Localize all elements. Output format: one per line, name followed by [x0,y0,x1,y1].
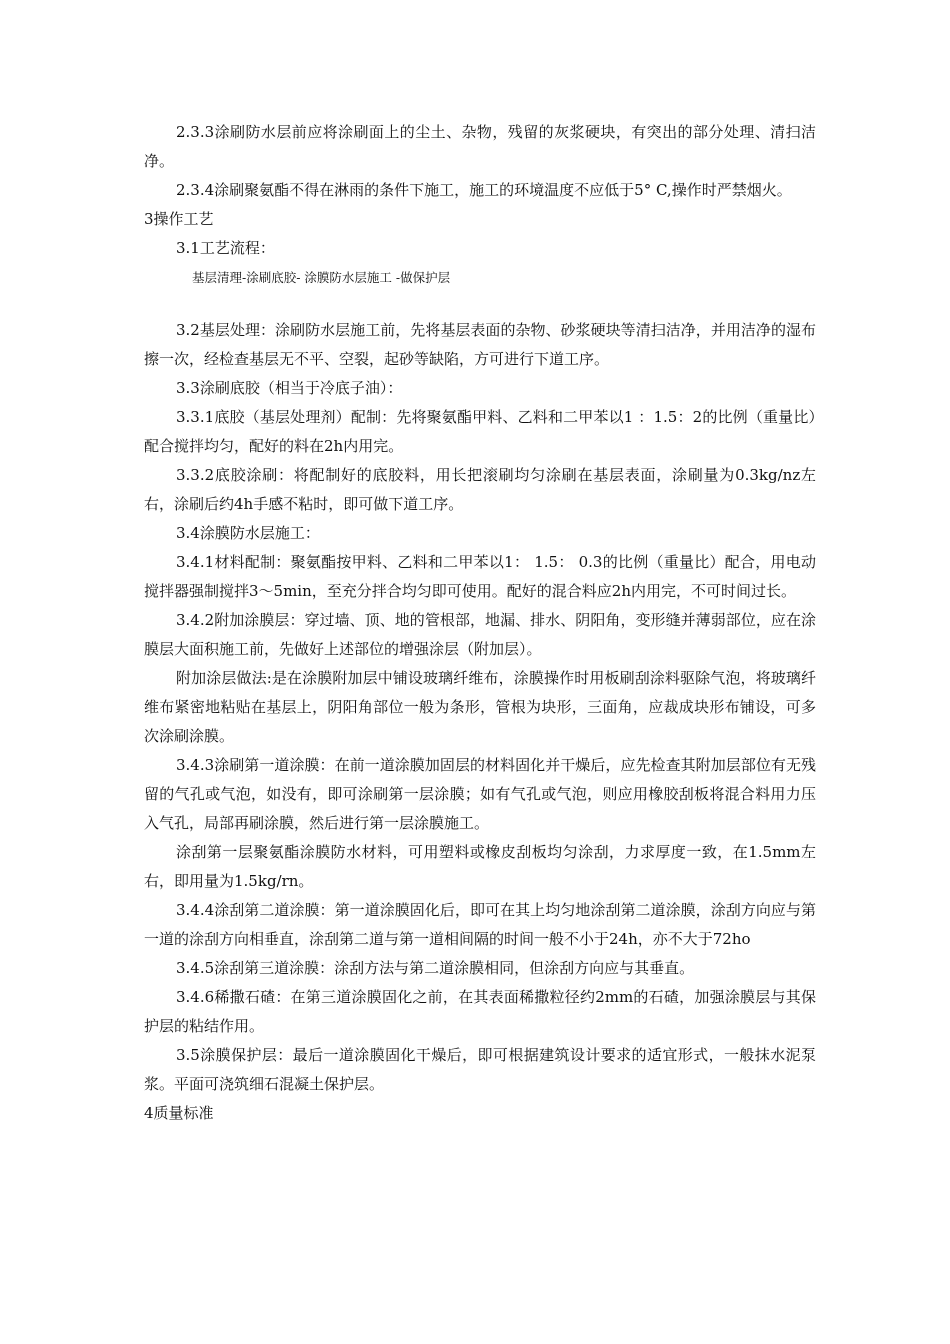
subheading-3-1: 3.1工艺流程： [176,239,275,257]
paragraph-2-3-3: 2.3.3涂刷防水层前应将涂刷面上的尘土、杂物，残留的灰浆硬块，有突出的部分处理、清扫洁净。 [144,123,816,170]
process-flow-line: 基层清理-涂刷底胶- 涂膜防水层施工 -做保护层 [192,270,451,285]
document-page [144,118,816,1128]
paragraph-first-coat: 涂刮第一层聚氨酯涂膜防水材料，可用塑料或橡皮刮板均匀涂刮，力求厚度一致，在1.5mm左右，即用量为1.5kg/rn。 [144,843,816,890]
paragraph-3-4-6: 3.4.6稀撒石碴：在第三道涂膜固化之前，在其表面稀撒粒径约2mm的石碴，加强涂膜层与其保护层的粘结作用。 [144,988,816,1035]
paragraph-3-4-4: 3.4.4涂刮第二道涂膜：第一道涂膜固化后，即可在其上均匀地涂刮第二道涂膜，涂刮方向应与第一道的涂刮方向相垂直，涂刮第二道与第一道相间隔的时间一般不小于24h，亦不大于72ho [144,901,816,948]
paragraph-3-3-2: 3.3.2底胶涂刷：将配制好的底胶料，用长把滚刷均匀涂刷在基层表面，涂刷量为0.3kg/nz左右，涂刷后约4h手感不粘时，即可做下道工序。 [144,466,816,513]
paragraph-3-4-2: 3.4.2附加涂膜层：穿过墙、顶、地的管根部，地漏、排水、阴阳角，变形缝并薄弱部位，应在涂膜层大面积施工前，先做好上述部位的增强涂层（附加层）。 [144,611,816,658]
paragraph-3-2: 3.2基层处理：涂刷防水层施工前，先将基层表面的杂物、砂浆硬块等清扫洁净，并用洁净的湿布擦一次，经检查基层无不平、空裂，起砂等缺陷，方可进行下道工序。 [144,321,816,368]
paragraph-3-3-1: 3.3.1底胶（基层处理剂）配制：先将聚氨酯甲料、乙料和二甲苯以1 ：1.5：2的比例（重量比）配合搅拌均匀，配好的料在2h内用完。 [144,408,816,455]
paragraph-2-3-4: 2.3.4涂刷聚氨酯不得在淋雨的条件下施工，施工的环境温度不应低于5° C,操作时严禁烟火。 [176,181,792,199]
paragraph-3-5: 3.5涂膜保护层：最后一道涂膜固化干燥后，即可根据建筑设计要求的适宜形式，一般抹水泥泵浆。平面可浇筑细石混凝土保护层。 [144,1046,816,1093]
paragraph-3-4-3: 3.4.3涂刷第一道涂膜：在前一道涂膜加固层的材料固化并干燥后，应先检查其附加层部位有无残留的气孔或气泡，如没有，即可涂刷第一层涂膜；如有气孔或气泡，则应用橡胶刮板将混合料用力压入气孔，局部再刷涂膜，然后进行第一层涂膜施工。 [144,756,816,832]
paragraph-3-4-5: 3.4.5涂刮第三道涂膜：涂刮方法与第二道涂膜相同，但涂刮方向应与其垂直。 [176,959,695,977]
section-heading-3: 3操作工艺 [144,210,214,228]
section-heading-4: 4质量标准 [144,1104,214,1122]
paragraph-3-4-1: 3.4.1材料配制：聚氨酯按甲料、乙料和二甲苯以1： 1.5： 0.3的比例（重量比）配合，用电动搅拌器强制搅拌3〜5min，至充分拌合均匀即可使用。配好的混合料应2h内用完，不可时间过长。 [144,553,816,600]
paragraph-additional-coating: 附加涂层做法:是在涂膜附加层中铺设玻璃纤维布，涂膜操作时用板刷刮涂料驱除气泡，将玻璃纤维布紧密地粘贴在基层上，阴阳角部位一般为条形，管根为块形，三面角，应裁成块形布铺设，可多次涂刷涂膜。 [144,669,816,745]
subheading-3-4: 3.4涂膜防水层施工： [176,524,320,542]
subheading-3-3: 3.3涂刷底胶（相当于冷底子油）： [176,379,403,397]
